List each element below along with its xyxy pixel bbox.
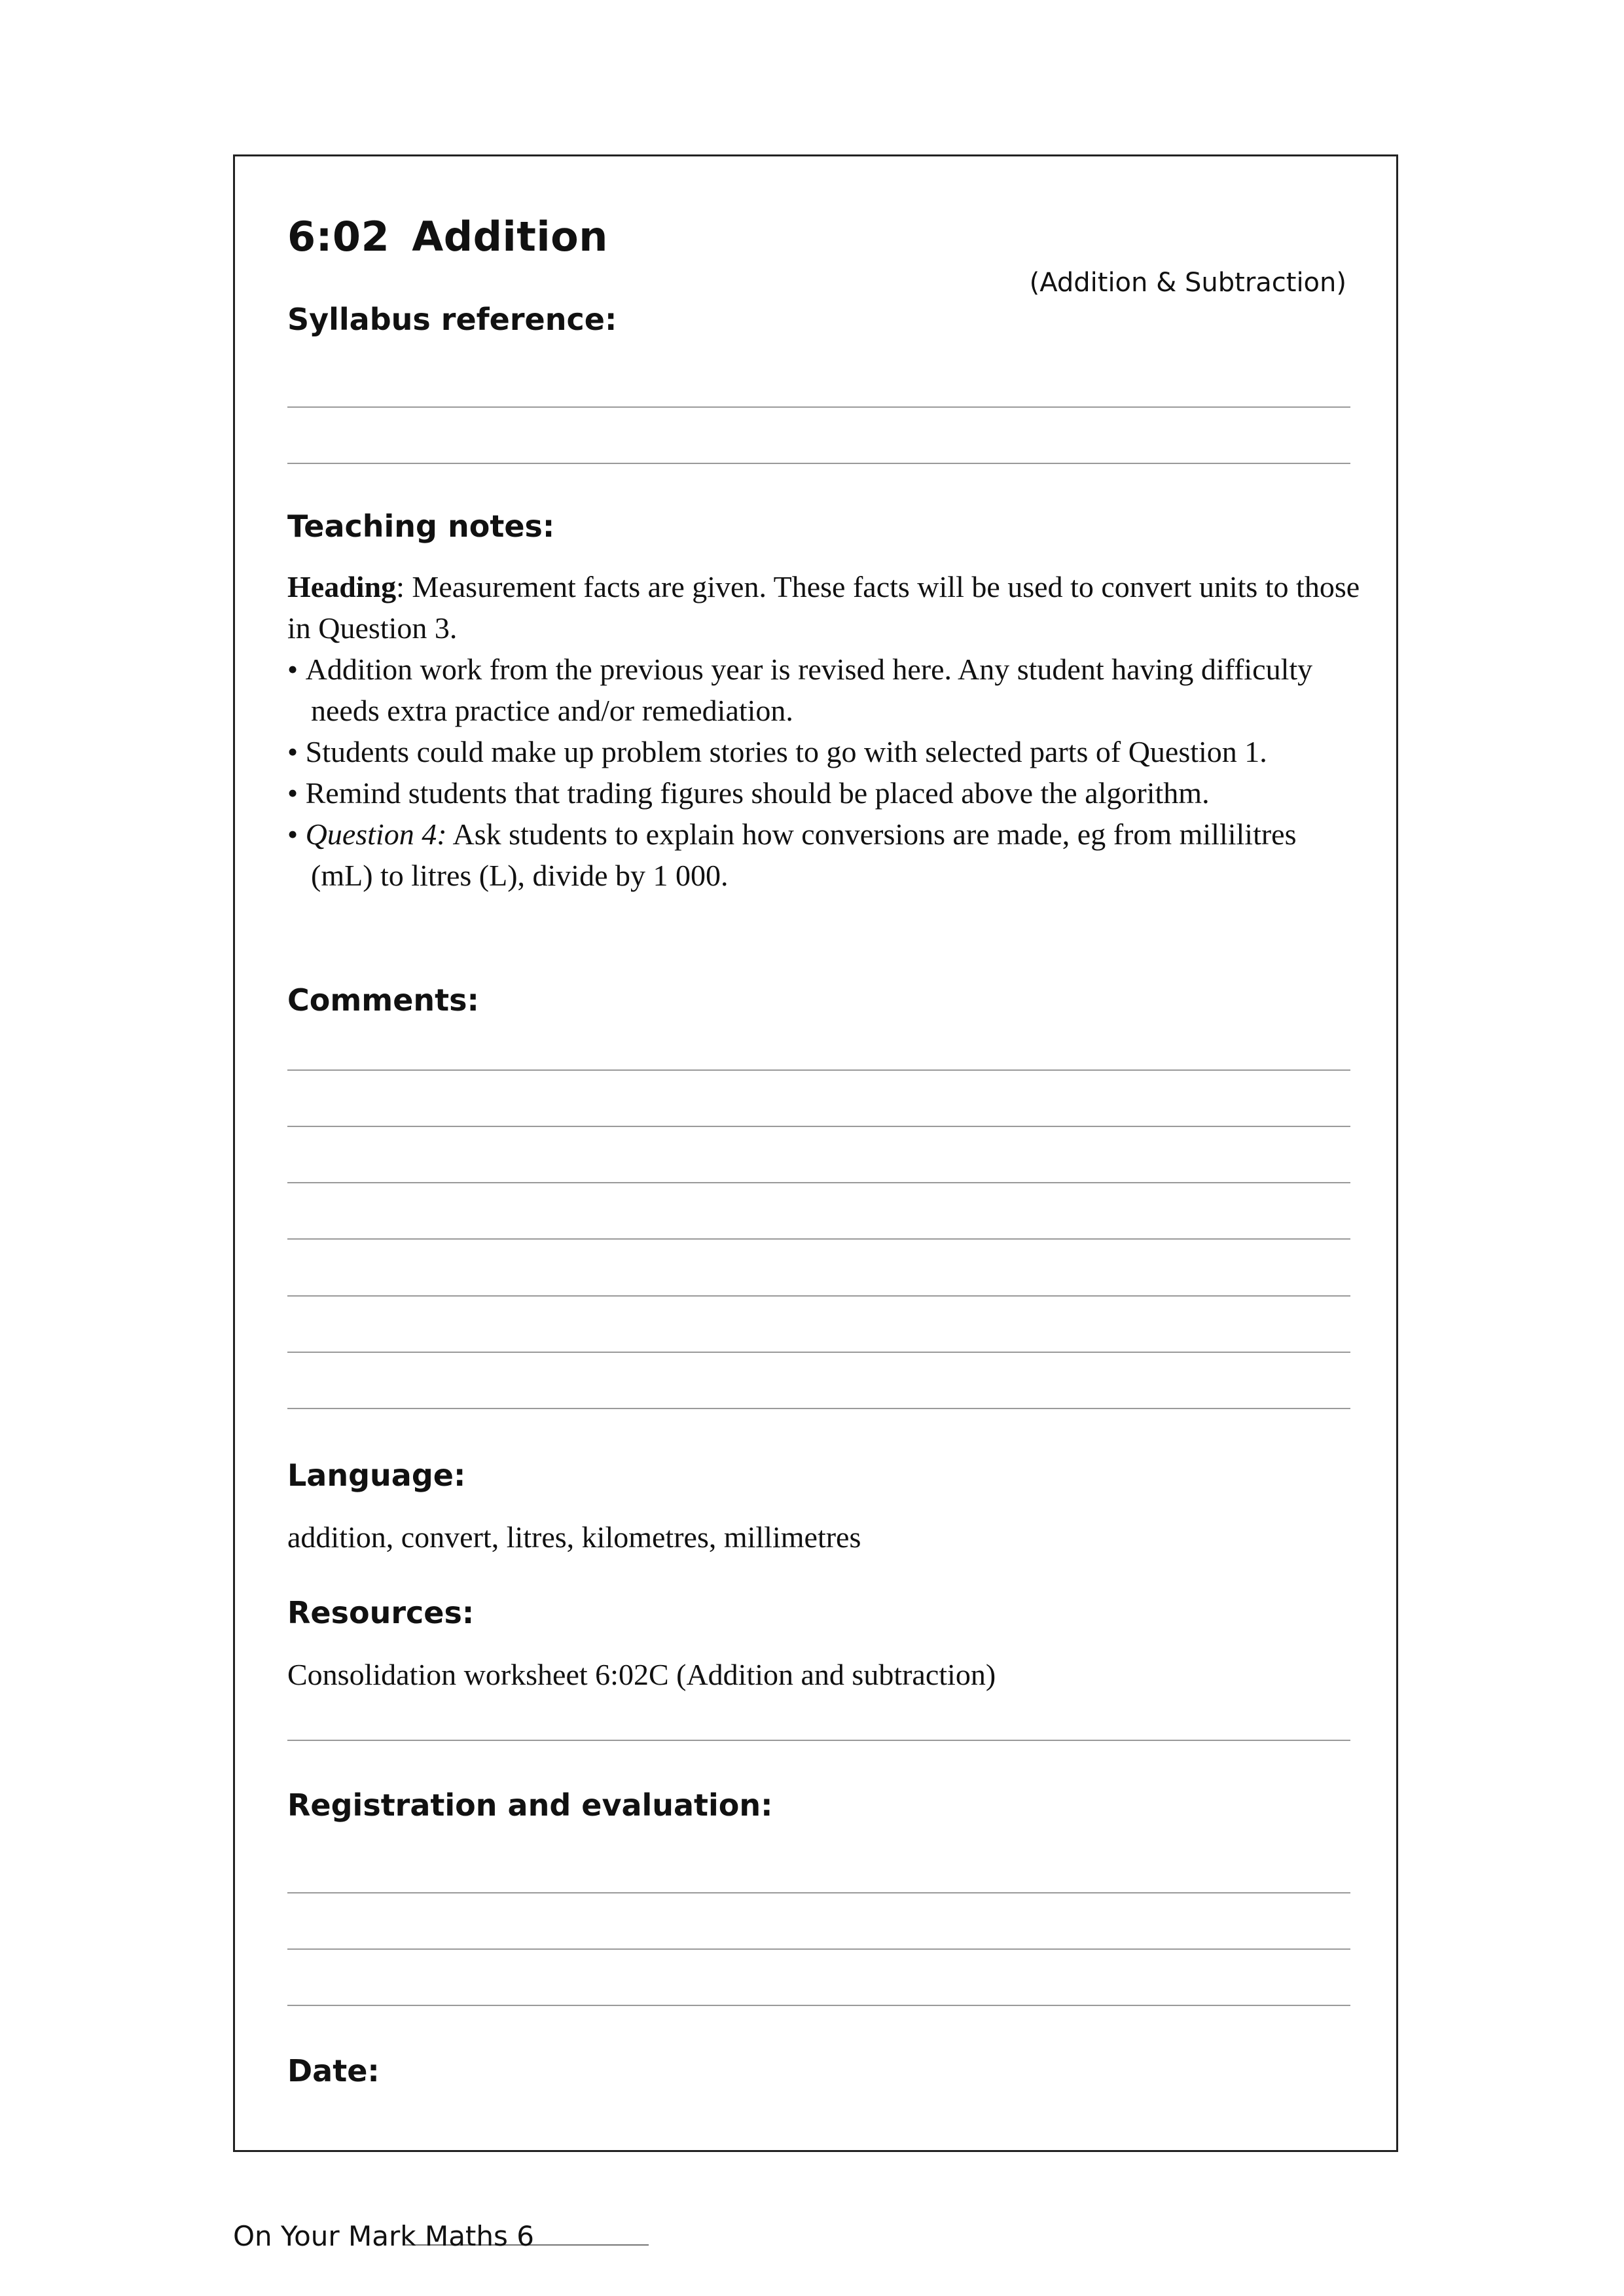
note-bullet-2: • Students could make up problem stories to go with selected parts of Question 1. [287, 735, 1267, 768]
page-title [287, 213, 608, 260]
teaching-notes-heading: Teaching notes: [287, 509, 555, 544]
comments-rule-1 [287, 1069, 1350, 1071]
book-footer: On Your Mark Maths 6 [233, 2220, 534, 2252]
heading-note-label: Heading [287, 570, 397, 603]
comments-heading: Comments: [287, 982, 479, 1018]
heading-note [287, 566, 1361, 649]
comments-rule-3 [287, 1182, 1350, 1183]
resources-rule [287, 1740, 1350, 1741]
question-4-label: Question 4: [305, 817, 447, 851]
comments-rule-4 [287, 1238, 1350, 1240]
registration-rule-1 [287, 1892, 1350, 1893]
registration-rule-2 [287, 1948, 1350, 1950]
resources-heading: Resources: [287, 1595, 475, 1630]
comments-rule-6 [287, 1352, 1350, 1353]
heading-note-text: : Measurement facts are given. These facts will be used to convert units to those in Question 3. [287, 570, 1360, 645]
teacher-notes-frame [233, 154, 1398, 2152]
syllabus-rule-2 [287, 463, 1350, 464]
teaching-notes-body [287, 566, 1361, 896]
registration-heading: Registration and evaluation: [287, 1787, 773, 1823]
syllabus-heading: Syllabus reference: [287, 302, 617, 337]
note-bullet-3: • Remind students that trading figures should be placed above the algorithm. [287, 776, 1210, 810]
registration-rule-3 [287, 2005, 1350, 2006]
language-text: addition, convert, litres, kilometres, millimetres [287, 1520, 861, 1554]
lesson-number: 6:02 [287, 213, 390, 260]
note-bullet-1: • Addition work from the previous year is revised here. Any student having difficulty needs extra practice and/or remediation. [287, 653, 1313, 727]
date-label: Date: [287, 2053, 380, 2089]
language-heading: Language: [287, 1458, 466, 1493]
comments-rule-5 [287, 1295, 1350, 1297]
comments-rule-7 [287, 1408, 1350, 1409]
resources-text: Consolidation worksheet 6:02C (Addition and subtraction) [287, 1658, 996, 1691]
syllabus-rule-1 [287, 406, 1350, 408]
strand-label: (Addition & Subtraction) [1029, 268, 1346, 298]
comments-rule-2 [287, 1126, 1350, 1127]
lesson-name: Addition [412, 213, 608, 260]
note-bullet-4: • Question 4: Ask students to explain how conversions are made, eg from millilitres (mL) to litres (L), divide by 1 000. [287, 817, 1297, 892]
